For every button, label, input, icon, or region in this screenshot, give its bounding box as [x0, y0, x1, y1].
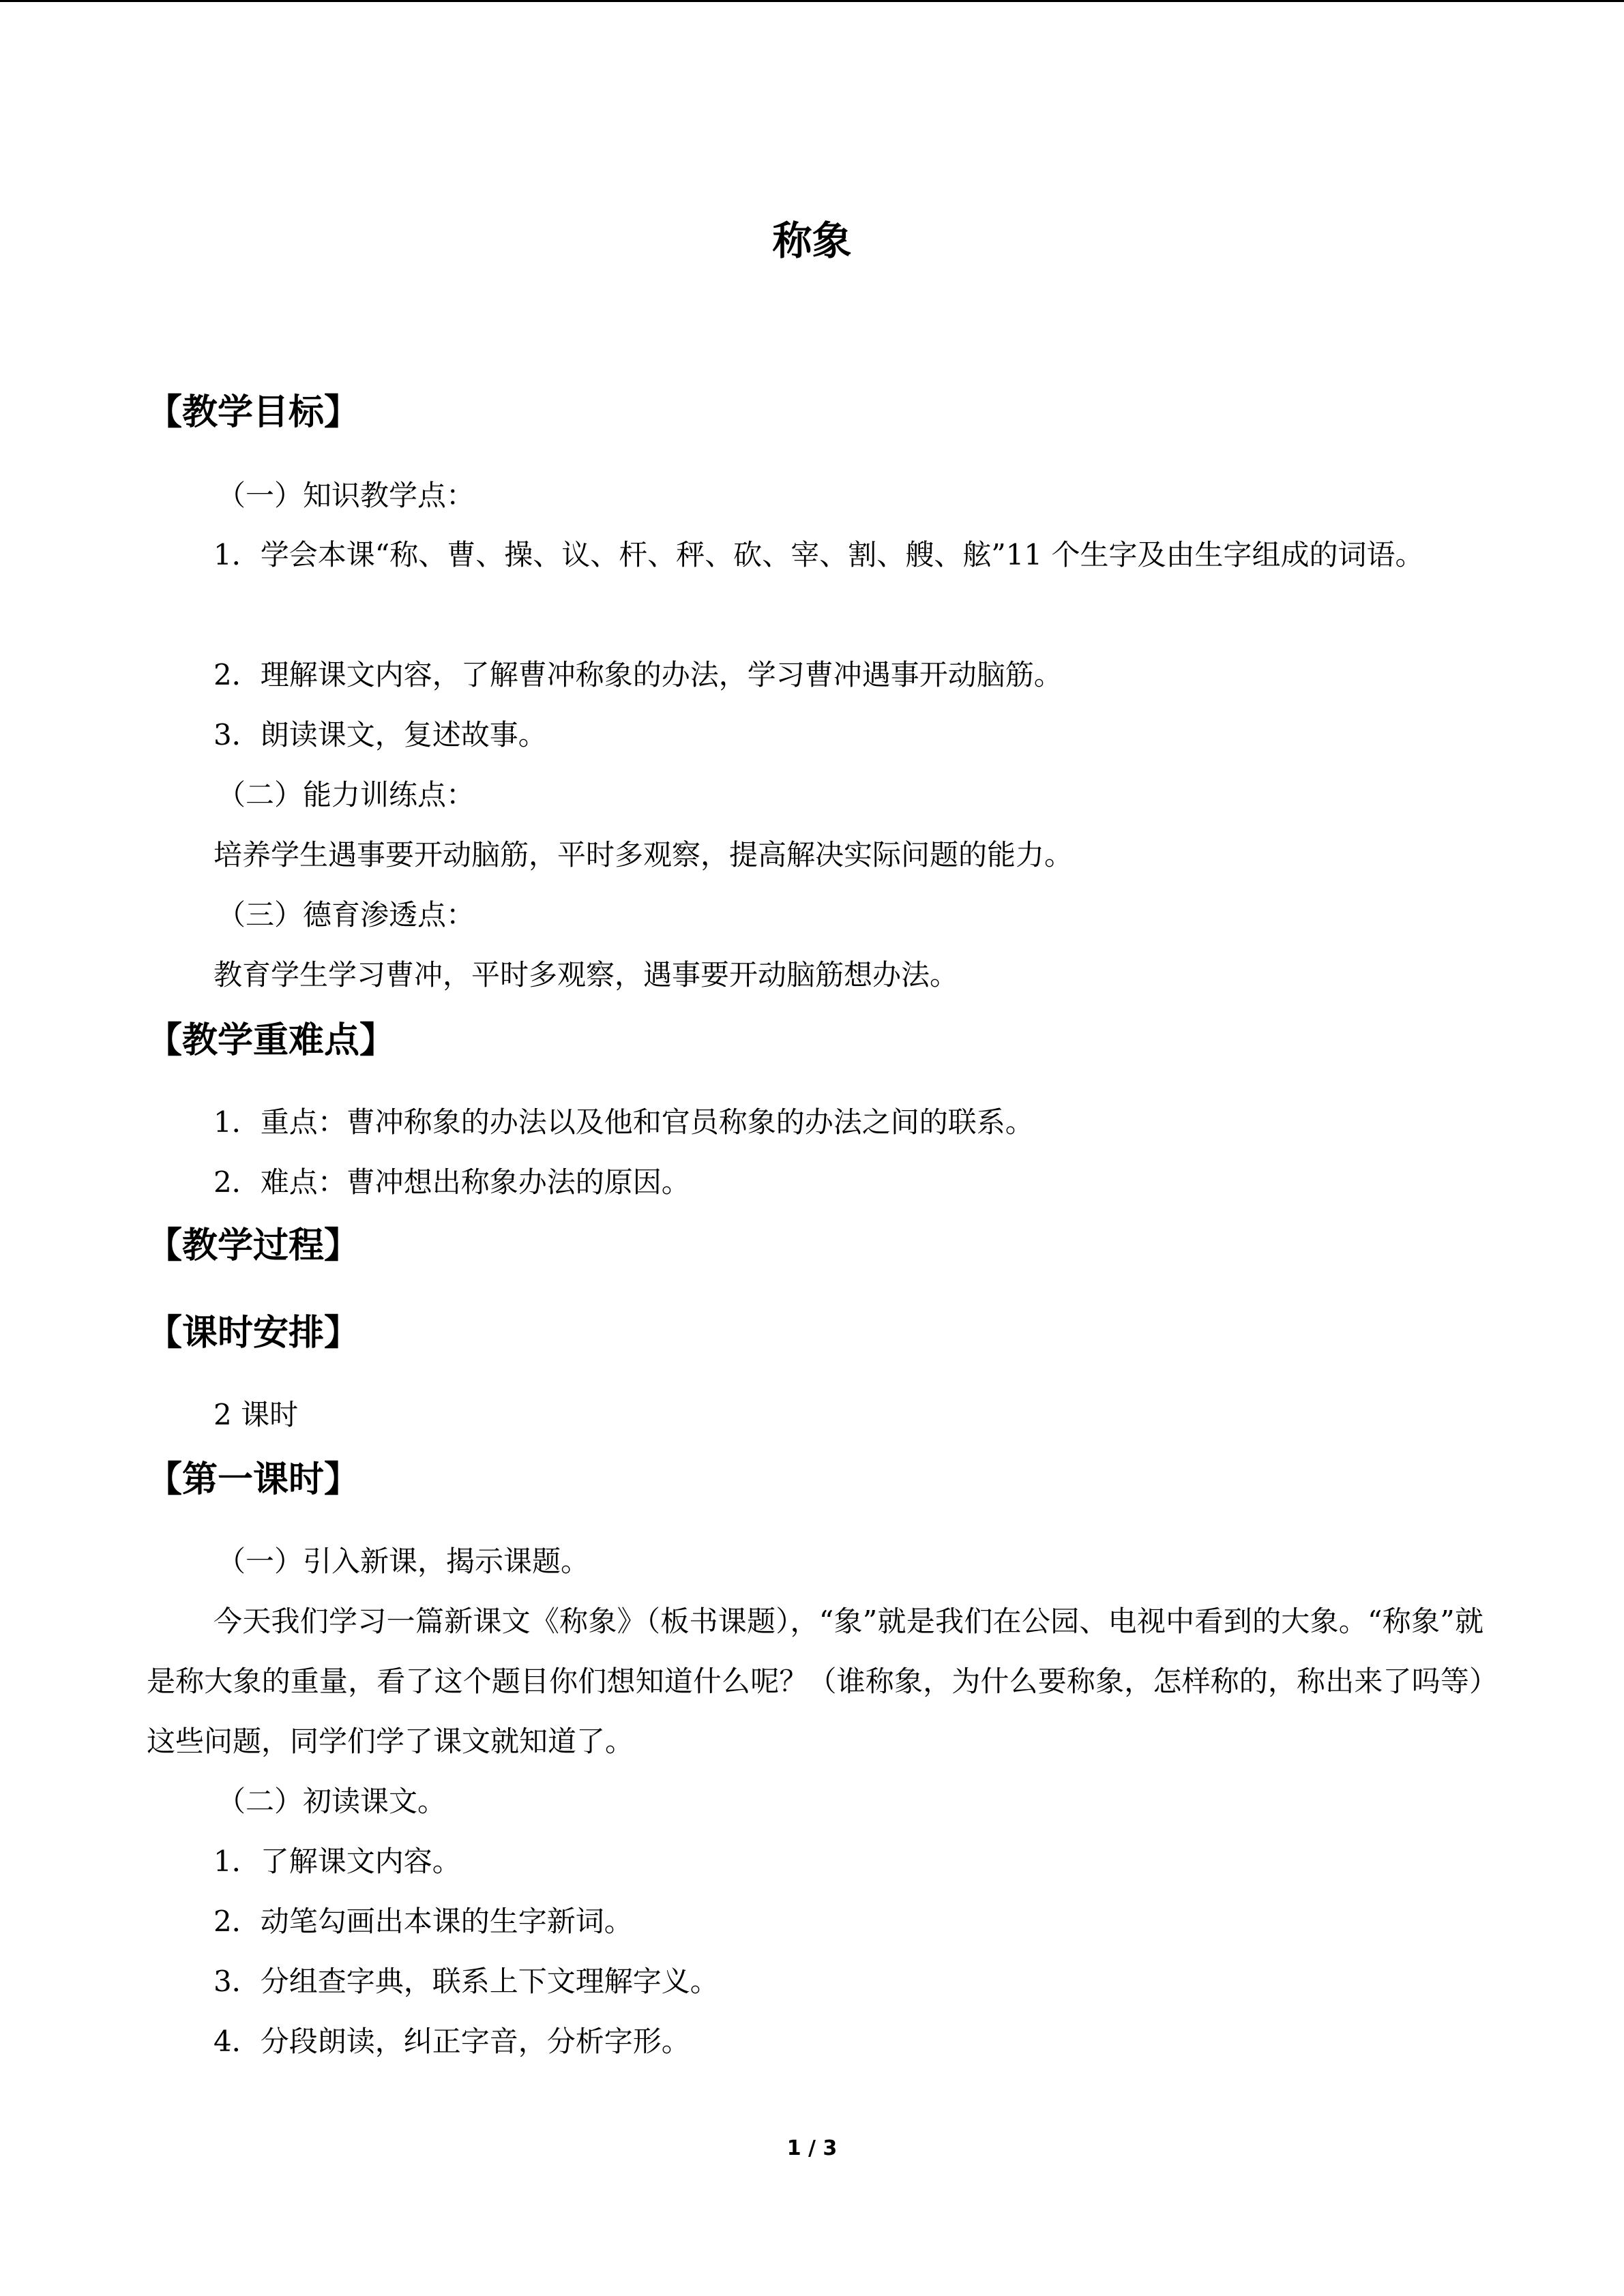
moral-text: 教育学生学习曹冲，平时多观察，遇事要开动脑筋想办法。: [213, 958, 959, 992]
objective-item-2: 2．理解课文内容，了解曹冲称象的办法，学习曹冲遇事开动脑筋。: [213, 658, 1063, 691]
section-heading-objectives: 【教学目标】: [147, 392, 360, 433]
page-title: 称象: [772, 218, 852, 264]
reading-label: （二）初读课文。: [217, 1785, 447, 1818]
reading-step-4: 4．分段朗读，纠正字音，分析字形。: [213, 2025, 690, 2058]
ability-label: （二）能力训练点：: [217, 778, 475, 811]
page-top-border: [0, 0, 1624, 2]
reading-step-1: 1．了解课文内容。: [213, 1845, 461, 1878]
section-heading-key-points: 【教学重难点】: [147, 1020, 396, 1061]
intro-label: （一）引入新课，揭示课题。: [217, 1545, 590, 1578]
ability-text: 培养学生遇事要开动脑筋，平时多观察，提高解决实际问题的能力。: [213, 838, 1074, 871]
reading-step-3: 3．分组查字典，联系上下文理解字义。: [213, 1965, 719, 1998]
section-heading-schedule: 【课时安排】: [147, 1313, 360, 1354]
page-number: 1 / 3: [786, 2136, 838, 2160]
key-point-item-2: 2．难点：曹冲想出称象办法的原因。: [213, 1165, 690, 1199]
objective-item-3: 3．朗读课文，复述故事。: [213, 718, 547, 751]
knowledge-label: （一）知识教学点：: [217, 479, 475, 512]
intro-paragraph: 今天我们学习一篇新课文《称象》（板书课题），“象”就是我们在公园、电视中看到的大象。“称象”就是称大象的重量，看了这个题目你们想知道什么呢？（谁称象，为什么要称象，怎样称的，称出来了吗等）这些问题，同学们学了课文就知道了。: [147, 1605, 1483, 1758]
section-heading-process: 【教学过程】: [147, 1225, 360, 1266]
section-heading-first-lesson: 【第一课时】: [147, 1459, 360, 1500]
reading-step-2: 2．动笔勾画出本课的生字新词。: [213, 1905, 633, 1938]
schedule-text: 2 课时: [213, 1398, 299, 1431]
objective-item-1: 1．学会本课“称、曹、操、议、杆、秤、砍、宰、割、艘、舷”11 个生字及由生字组成的词语。: [213, 538, 1424, 571]
key-point-item-1: 1．重点：曹冲称象的办法以及他和官员称象的办法之间的联系。: [213, 1105, 1034, 1139]
moral-label: （三）德育渗透点：: [217, 898, 475, 931]
